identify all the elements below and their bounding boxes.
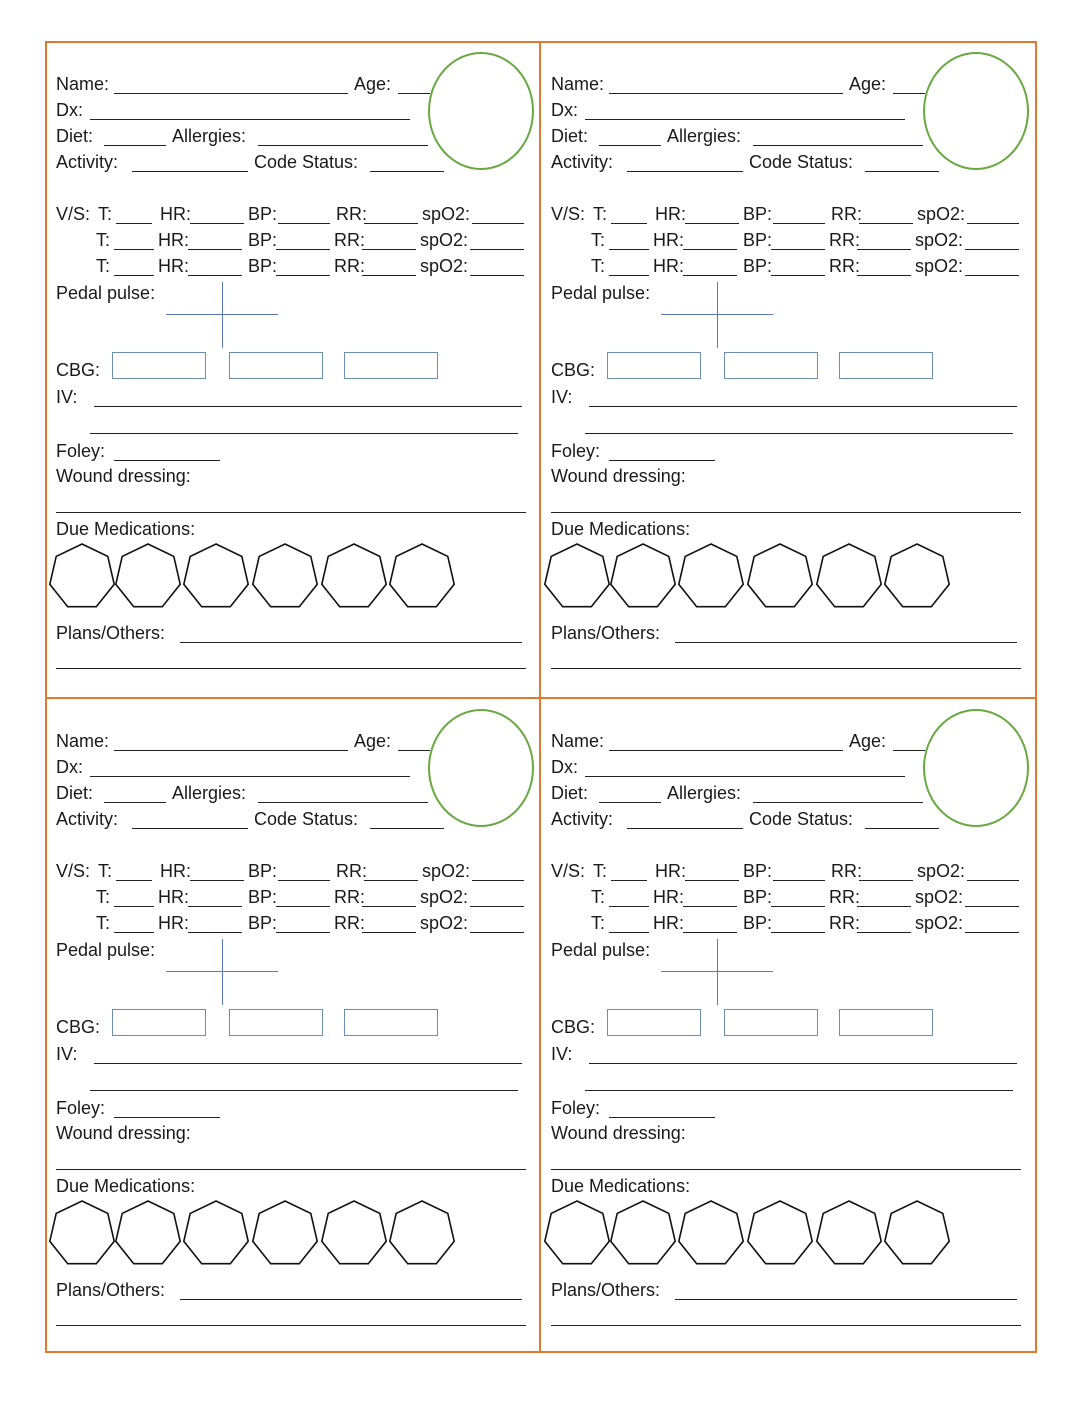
diet-label: Diet: bbox=[551, 126, 589, 146]
activity-label: Activity: bbox=[56, 809, 119, 829]
vs-label: V/S: bbox=[551, 861, 586, 881]
vs-rr-label: RR: bbox=[336, 861, 367, 881]
cbg-box-3[interactable] bbox=[839, 352, 933, 379]
iv-label: IV: bbox=[551, 1044, 573, 1064]
cbg-box-3[interactable] bbox=[839, 1009, 933, 1036]
plans-others-label: Plans/Others: bbox=[551, 623, 661, 643]
iv-label: IV: bbox=[551, 387, 573, 407]
vs-row-2-field-5[interactable] bbox=[470, 906, 524, 907]
vs-hr-label: HR: bbox=[653, 913, 684, 933]
cbg-box-2[interactable] bbox=[229, 352, 323, 379]
age-field[interactable] bbox=[398, 750, 430, 751]
name-field[interactable] bbox=[114, 93, 348, 94]
vs-rr-label: RR: bbox=[831, 204, 862, 224]
vs-row-2-field-4[interactable] bbox=[362, 906, 416, 907]
wound-dressing-label: Wound dressing: bbox=[56, 1123, 191, 1143]
medication-heptagon-6[interactable] bbox=[390, 1201, 454, 1264]
plans-others-field-line-2[interactable] bbox=[56, 1325, 526, 1326]
allergies-label: Allergies: bbox=[667, 126, 742, 146]
due-medications-heptagons bbox=[541, 1199, 971, 1271]
pedal-pulse-label: Pedal pulse: bbox=[56, 940, 156, 960]
vs-row-1-field-3[interactable] bbox=[278, 223, 330, 224]
name-field[interactable] bbox=[114, 750, 348, 751]
vs-bp-label: BP: bbox=[248, 256, 278, 276]
vs-t-label: T: bbox=[591, 230, 606, 250]
activity-label: Activity: bbox=[551, 809, 614, 829]
medication-heptagon-3[interactable] bbox=[679, 1201, 743, 1264]
vs-row-3-field-1[interactable] bbox=[114, 275, 154, 276]
patient-photo-circle bbox=[923, 709, 1029, 827]
vs-hr-label: HR: bbox=[158, 230, 189, 250]
code-status-label: Code Status: bbox=[254, 809, 359, 829]
name-label: Name: bbox=[56, 74, 110, 94]
medication-heptagon-3[interactable] bbox=[679, 544, 743, 607]
vs-spo2-label: spO2: bbox=[915, 887, 964, 907]
patient-photo-circle bbox=[923, 52, 1029, 170]
activity-field[interactable] bbox=[627, 828, 743, 829]
activity-field[interactable] bbox=[627, 171, 743, 172]
vs-label: V/S: bbox=[56, 204, 91, 224]
due-medications-label: Due Medications: bbox=[551, 1176, 691, 1196]
medication-heptagon-1[interactable] bbox=[545, 1201, 609, 1264]
iv-label: IV: bbox=[56, 387, 78, 407]
due-medications-heptagons bbox=[46, 542, 476, 614]
vs-spo2-label: spO2: bbox=[420, 913, 469, 933]
vs-rr-label: RR: bbox=[831, 861, 862, 881]
allergies-field[interactable] bbox=[258, 145, 428, 146]
vs-row-1-field-5[interactable] bbox=[967, 223, 1019, 224]
medication-heptagon-4[interactable] bbox=[253, 1201, 317, 1264]
vs-row-3-field-5[interactable] bbox=[965, 932, 1019, 933]
pedal-pulse-label: Pedal pulse: bbox=[551, 940, 651, 960]
pedal-pulse-cross-vertical bbox=[222, 939, 223, 1005]
medication-heptagon-5[interactable] bbox=[322, 1201, 386, 1264]
vs-row-3-field-2[interactable] bbox=[683, 932, 737, 933]
vs-spo2-label: spO2: bbox=[420, 887, 469, 907]
wound-dressing-field[interactable] bbox=[56, 512, 526, 513]
due-medications-label: Due Medications: bbox=[56, 519, 196, 539]
vs-row-1-field-2[interactable] bbox=[685, 223, 739, 224]
foley-label: Foley: bbox=[551, 1098, 601, 1118]
iv-field-line-2[interactable] bbox=[585, 433, 1013, 434]
vs-t-label: T: bbox=[98, 861, 113, 881]
vs-row-2-field-4[interactable] bbox=[857, 249, 911, 250]
vs-rr-label: RR: bbox=[334, 256, 365, 276]
vs-t-label: T: bbox=[593, 204, 608, 224]
vs-bp-label: BP: bbox=[248, 887, 278, 907]
cbg-box-3[interactable] bbox=[344, 352, 438, 379]
vs-hr-label: HR: bbox=[653, 256, 684, 276]
vs-hr-label: HR: bbox=[160, 861, 191, 881]
wound-dressing-label: Wound dressing: bbox=[551, 1123, 686, 1143]
medication-heptagon-3[interactable] bbox=[184, 544, 248, 607]
wound-dressing-field[interactable] bbox=[551, 1169, 1021, 1170]
vs-row-2-field-2[interactable] bbox=[683, 249, 737, 250]
dx-label: Dx: bbox=[551, 100, 578, 120]
vs-rr-label: RR: bbox=[829, 256, 860, 276]
medication-heptagon-6[interactable] bbox=[885, 1201, 949, 1264]
vs-row-3-field-2[interactable] bbox=[683, 275, 737, 276]
code-status-field[interactable] bbox=[370, 828, 444, 829]
vs-row-3-field-3[interactable] bbox=[276, 275, 330, 276]
foley-label: Foley: bbox=[56, 441, 106, 461]
vs-row-1-field-4[interactable] bbox=[859, 223, 913, 224]
vs-row-1-field-3[interactable] bbox=[773, 223, 825, 224]
vs-row-3-field-5[interactable] bbox=[965, 275, 1019, 276]
vs-row-1-field-2[interactable] bbox=[190, 880, 244, 881]
vs-row-3-field-4[interactable] bbox=[362, 932, 416, 933]
cbg-box-1[interactable] bbox=[112, 352, 206, 379]
code-status-label: Code Status: bbox=[749, 152, 854, 172]
vs-t-label: T: bbox=[593, 861, 608, 881]
plans-others-field-line-1[interactable] bbox=[675, 642, 1017, 643]
plans-others-field-line-1[interactable] bbox=[180, 642, 522, 643]
vs-hr-label: HR: bbox=[653, 230, 684, 250]
due-medications-label: Due Medications: bbox=[56, 1176, 196, 1196]
vs-row-3-field-5[interactable] bbox=[470, 932, 524, 933]
diet-field[interactable] bbox=[599, 802, 661, 803]
vs-spo2-label: spO2: bbox=[917, 204, 966, 224]
due-medications-heptagons bbox=[541, 542, 971, 614]
cbg-box-1[interactable] bbox=[112, 1009, 206, 1036]
patient-card-2 bbox=[541, 42, 1033, 696]
vs-bp-label: BP: bbox=[248, 861, 278, 881]
patient-photo-circle bbox=[428, 52, 534, 170]
wound-dressing-label: Wound dressing: bbox=[551, 466, 686, 486]
plans-others-field-line-2[interactable] bbox=[551, 668, 1021, 669]
name-label: Name: bbox=[56, 731, 110, 751]
vs-row-1-field-2[interactable] bbox=[685, 880, 739, 881]
vs-row-1-field-1[interactable] bbox=[116, 880, 152, 881]
vs-row-3-field-1[interactable] bbox=[609, 275, 649, 276]
code-status-label: Code Status: bbox=[749, 809, 854, 829]
vs-rr-label: RR: bbox=[334, 913, 365, 933]
vs-spo2-label: spO2: bbox=[915, 256, 964, 276]
code-status-field[interactable] bbox=[865, 828, 939, 829]
vs-bp-label: BP: bbox=[743, 256, 773, 276]
medication-heptagon-5[interactable] bbox=[322, 544, 386, 607]
name-label: Name: bbox=[551, 731, 605, 751]
vs-rr-label: RR: bbox=[829, 913, 860, 933]
vs-t-label: T: bbox=[96, 230, 111, 250]
iv-label: IV: bbox=[56, 1044, 78, 1064]
vs-bp-label: BP: bbox=[743, 861, 773, 881]
plans-others-field-line-2[interactable] bbox=[551, 1325, 1021, 1326]
dx-field[interactable] bbox=[90, 776, 410, 777]
wound-dressing-field[interactable] bbox=[551, 512, 1021, 513]
vs-bp-label: BP: bbox=[743, 913, 773, 933]
plans-others-field-line-2[interactable] bbox=[56, 668, 526, 669]
vs-row-2-field-2[interactable] bbox=[683, 906, 737, 907]
vs-t-label: T: bbox=[96, 256, 111, 276]
vs-row-3-field-2[interactable] bbox=[188, 932, 242, 933]
vs-row-3-field-3[interactable] bbox=[771, 275, 825, 276]
patient-card-3 bbox=[46, 699, 538, 1353]
iv-field-line-2[interactable] bbox=[90, 1090, 518, 1091]
vs-row-3-field-5[interactable] bbox=[470, 275, 524, 276]
iv-field-line-2[interactable] bbox=[90, 433, 518, 434]
patient-photo-circle bbox=[428, 709, 534, 827]
medication-heptagon-5[interactable] bbox=[817, 544, 881, 607]
vs-bp-label: BP: bbox=[743, 887, 773, 907]
vs-spo2-label: spO2: bbox=[917, 861, 966, 881]
vs-row-2-field-3[interactable] bbox=[771, 249, 825, 250]
vs-row-3-field-4[interactable] bbox=[857, 275, 911, 276]
age-label: Age: bbox=[849, 731, 887, 751]
diet-label: Diet: bbox=[551, 783, 589, 803]
vs-hr-label: HR: bbox=[158, 256, 189, 276]
foley-label: Foley: bbox=[551, 441, 601, 461]
medication-heptagon-1[interactable] bbox=[50, 544, 114, 607]
vs-row-2-field-4[interactable] bbox=[857, 906, 911, 907]
medication-heptagon-2[interactable] bbox=[611, 1201, 675, 1264]
medication-heptagon-4[interactable] bbox=[253, 544, 317, 607]
cbg-box-3[interactable] bbox=[344, 1009, 438, 1036]
vs-row-1-field-4[interactable] bbox=[364, 880, 418, 881]
allergies-label: Allergies: bbox=[667, 783, 742, 803]
vs-row-3-field-1[interactable] bbox=[114, 932, 154, 933]
cbg-box-1[interactable] bbox=[607, 352, 701, 379]
vs-row-1-field-1[interactable] bbox=[116, 223, 152, 224]
cbg-label: CBG: bbox=[56, 1017, 101, 1037]
vs-rr-label: RR: bbox=[336, 204, 367, 224]
dx-label: Dx: bbox=[56, 757, 83, 777]
vs-row-1-field-4[interactable] bbox=[364, 223, 418, 224]
medication-heptagon-6[interactable] bbox=[885, 544, 949, 607]
vs-row-1-field-3[interactable] bbox=[773, 880, 825, 881]
iv-field-line-1[interactable] bbox=[589, 406, 1017, 407]
allergies-field[interactable] bbox=[258, 802, 428, 803]
vs-row-3-field-3[interactable] bbox=[771, 932, 825, 933]
vs-t-label: T: bbox=[591, 913, 606, 933]
medication-heptagon-2[interactable] bbox=[116, 544, 180, 607]
vs-hr-label: HR: bbox=[653, 887, 684, 907]
cbg-label: CBG: bbox=[551, 1017, 596, 1037]
activity-field[interactable] bbox=[132, 828, 248, 829]
cbg-box-1[interactable] bbox=[607, 1009, 701, 1036]
vs-spo2-label: spO2: bbox=[915, 230, 964, 250]
plans-others-label: Plans/Others: bbox=[56, 623, 166, 643]
vs-bp-label: BP: bbox=[248, 230, 278, 250]
dx-label: Dx: bbox=[551, 757, 578, 777]
age-field[interactable] bbox=[398, 93, 430, 94]
age-label: Age: bbox=[354, 74, 392, 94]
name-field[interactable] bbox=[609, 93, 843, 94]
medication-heptagon-4[interactable] bbox=[748, 1201, 812, 1264]
pedal-pulse-cross-vertical bbox=[222, 282, 223, 348]
iv-field-line-1[interactable] bbox=[589, 1063, 1017, 1064]
vs-row-1-field-2[interactable] bbox=[190, 223, 244, 224]
diet-field[interactable] bbox=[104, 145, 166, 146]
cbg-box-2[interactable] bbox=[229, 1009, 323, 1036]
vs-hr-label: HR: bbox=[655, 861, 686, 881]
allergies-label: Allergies: bbox=[172, 126, 247, 146]
dx-field[interactable] bbox=[585, 119, 905, 120]
plans-others-label: Plans/Others: bbox=[551, 1280, 661, 1300]
vs-row-2-field-1[interactable] bbox=[609, 906, 649, 907]
vs-row-3-field-4[interactable] bbox=[362, 275, 416, 276]
due-medications-heptagons bbox=[46, 1199, 476, 1271]
foley-field[interactable] bbox=[609, 460, 715, 461]
diet-field[interactable] bbox=[104, 802, 166, 803]
dx-label: Dx: bbox=[56, 100, 83, 120]
vs-rr-label: RR: bbox=[829, 230, 860, 250]
vs-row-2-field-5[interactable] bbox=[965, 249, 1019, 250]
vs-row-3-field-3[interactable] bbox=[276, 932, 330, 933]
vs-row-1-field-5[interactable] bbox=[967, 880, 1019, 881]
pedal-pulse-cross-vertical bbox=[717, 282, 718, 348]
vs-hr-label: HR: bbox=[160, 204, 191, 224]
vs-spo2-label: spO2: bbox=[915, 913, 964, 933]
code-status-field[interactable] bbox=[865, 171, 939, 172]
age-field[interactable] bbox=[893, 750, 925, 751]
vs-spo2-label: spO2: bbox=[422, 204, 471, 224]
vs-label: V/S: bbox=[551, 204, 586, 224]
iv-field-line-1[interactable] bbox=[94, 406, 522, 407]
vs-spo2-label: spO2: bbox=[422, 861, 471, 881]
vs-hr-label: HR: bbox=[655, 204, 686, 224]
vs-row-2-field-3[interactable] bbox=[771, 906, 825, 907]
medication-heptagon-1[interactable] bbox=[50, 1201, 114, 1264]
activity-label: Activity: bbox=[551, 152, 614, 172]
vs-row-2-field-1[interactable] bbox=[114, 249, 154, 250]
foley-field[interactable] bbox=[609, 1117, 715, 1118]
patient-card-1 bbox=[46, 42, 538, 696]
name-label: Name: bbox=[551, 74, 605, 94]
wound-dressing-label: Wound dressing: bbox=[56, 466, 191, 486]
vs-bp-label: BP: bbox=[248, 913, 278, 933]
pedal-pulse-label: Pedal pulse: bbox=[551, 283, 651, 303]
name-field[interactable] bbox=[609, 750, 843, 751]
allergies-field[interactable] bbox=[753, 802, 923, 803]
dx-field[interactable] bbox=[90, 119, 410, 120]
vs-spo2-label: spO2: bbox=[420, 230, 469, 250]
cbg-label: CBG: bbox=[56, 360, 101, 380]
cbg-box-2[interactable] bbox=[724, 352, 818, 379]
medication-heptagon-6[interactable] bbox=[390, 544, 454, 607]
foley-field[interactable] bbox=[114, 1117, 220, 1118]
vs-label: V/S: bbox=[56, 861, 91, 881]
wound-dressing-field[interactable] bbox=[56, 1169, 526, 1170]
vs-row-2-field-3[interactable] bbox=[276, 906, 330, 907]
vs-t-label: T: bbox=[591, 887, 606, 907]
vs-row-3-field-4[interactable] bbox=[857, 932, 911, 933]
due-medications-label: Due Medications: bbox=[551, 519, 691, 539]
medication-heptagon-2[interactable] bbox=[116, 1201, 180, 1264]
allergies-label: Allergies: bbox=[172, 783, 247, 803]
vs-row-2-field-1[interactable] bbox=[609, 249, 649, 250]
vs-rr-label: RR: bbox=[334, 230, 365, 250]
vs-rr-label: RR: bbox=[829, 887, 860, 907]
vs-row-3-field-1[interactable] bbox=[609, 932, 649, 933]
vs-row-2-field-2[interactable] bbox=[188, 906, 242, 907]
vs-row-1-field-4[interactable] bbox=[859, 880, 913, 881]
vs-spo2-label: spO2: bbox=[420, 256, 469, 276]
vs-row-3-field-2[interactable] bbox=[188, 275, 242, 276]
cbg-label: CBG: bbox=[551, 360, 596, 380]
vs-row-2-field-2[interactable] bbox=[188, 249, 242, 250]
vs-row-1-field-1[interactable] bbox=[611, 223, 647, 224]
vs-row-2-field-4[interactable] bbox=[362, 249, 416, 250]
diet-label: Diet: bbox=[56, 126, 94, 146]
vs-bp-label: BP: bbox=[743, 230, 773, 250]
vs-rr-label: RR: bbox=[334, 887, 365, 907]
vs-row-1-field-1[interactable] bbox=[611, 880, 647, 881]
diet-field[interactable] bbox=[599, 145, 661, 146]
dx-field[interactable] bbox=[585, 776, 905, 777]
vs-t-label: T: bbox=[591, 256, 606, 276]
vs-t-label: T: bbox=[96, 887, 111, 907]
vs-row-2-field-5[interactable] bbox=[965, 906, 1019, 907]
vs-hr-label: HR: bbox=[158, 913, 189, 933]
age-field[interactable] bbox=[893, 93, 925, 94]
cbg-box-2[interactable] bbox=[724, 1009, 818, 1036]
plans-others-field-line-1[interactable] bbox=[675, 1299, 1017, 1300]
iv-field-line-2[interactable] bbox=[585, 1090, 1013, 1091]
diet-label: Diet: bbox=[56, 783, 94, 803]
vs-bp-label: BP: bbox=[248, 204, 278, 224]
vs-hr-label: HR: bbox=[158, 887, 189, 907]
vs-bp-label: BP: bbox=[743, 204, 773, 224]
allergies-field[interactable] bbox=[753, 145, 923, 146]
vs-t-label: T: bbox=[96, 913, 111, 933]
age-label: Age: bbox=[354, 731, 392, 751]
code-status-label: Code Status: bbox=[254, 152, 359, 172]
vs-row-1-field-5[interactable] bbox=[472, 880, 524, 881]
medication-heptagon-2[interactable] bbox=[611, 544, 675, 607]
patient-card-4 bbox=[541, 699, 1033, 1353]
vs-t-label: T: bbox=[98, 204, 113, 224]
medication-heptagon-1[interactable] bbox=[545, 544, 609, 607]
vs-row-2-field-1[interactable] bbox=[114, 906, 154, 907]
code-status-field[interactable] bbox=[370, 171, 444, 172]
medication-heptagon-3[interactable] bbox=[184, 1201, 248, 1264]
activity-field[interactable] bbox=[132, 171, 248, 172]
vs-row-2-field-5[interactable] bbox=[470, 249, 524, 250]
plans-others-label: Plans/Others: bbox=[56, 1280, 166, 1300]
vs-row-1-field-5[interactable] bbox=[472, 223, 524, 224]
pedal-pulse-label: Pedal pulse: bbox=[56, 283, 156, 303]
medication-heptagon-5[interactable] bbox=[817, 1201, 881, 1264]
plans-others-field-line-1[interactable] bbox=[180, 1299, 522, 1300]
vs-row-2-field-3[interactable] bbox=[276, 249, 330, 250]
iv-field-line-1[interactable] bbox=[94, 1063, 522, 1064]
foley-field[interactable] bbox=[114, 460, 220, 461]
foley-label: Foley: bbox=[56, 1098, 106, 1118]
vs-row-1-field-3[interactable] bbox=[278, 880, 330, 881]
age-label: Age: bbox=[849, 74, 887, 94]
activity-label: Activity: bbox=[56, 152, 119, 172]
pedal-pulse-cross-vertical bbox=[717, 939, 718, 1005]
medication-heptagon-4[interactable] bbox=[748, 544, 812, 607]
